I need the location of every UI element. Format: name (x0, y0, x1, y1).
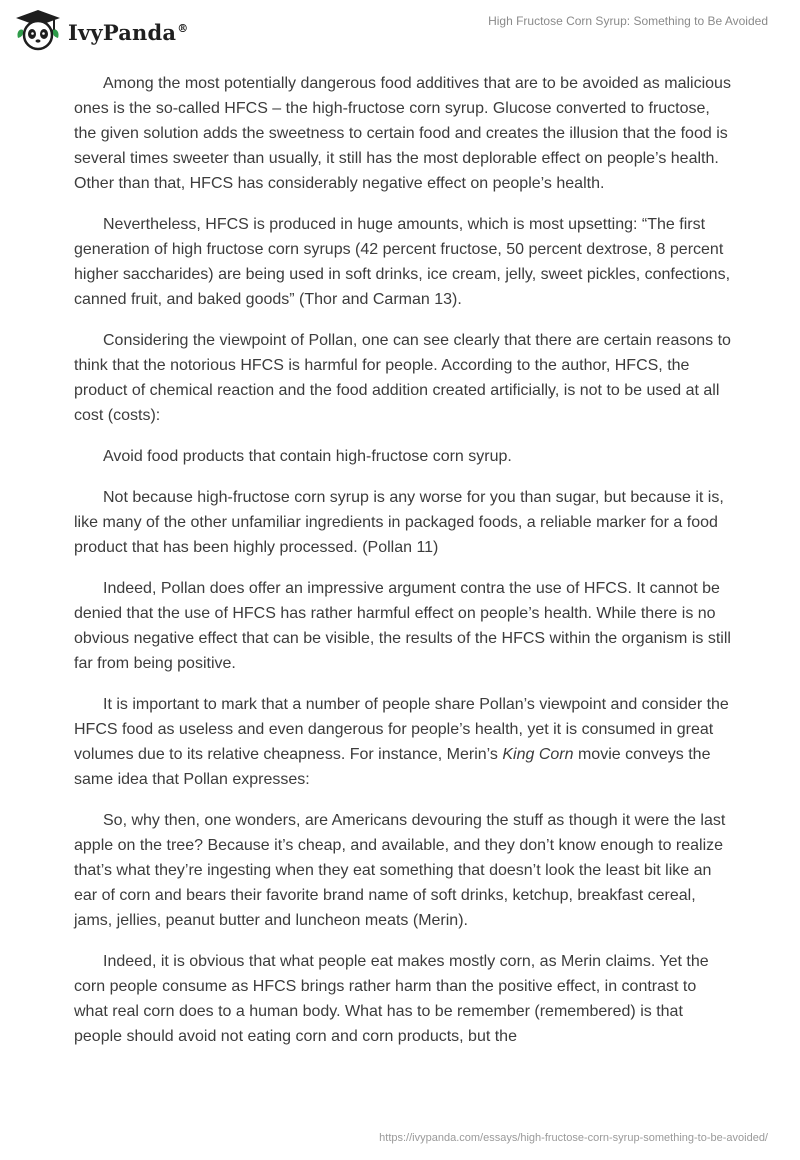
quote-paragraph: Not because high-fructose corn syrup is any worse for you than sugar, but because it is, like many of the other unfamiliar ingredients in packaged foods, a reliable marker for a food product that has been highly processed. (Pollan 11) (74, 489, 724, 556)
paragraph-text: movie conveys the same idea that Pollan expresses: (74, 746, 711, 788)
film-title: King Corn (502, 746, 574, 763)
document-title: High Fructose Corn Syrup: Something to Be Avoided (488, 14, 768, 28)
registered-mark: ® (177, 21, 189, 35)
source-url[interactable]: https://ivypanda.com/essays/high-fructose-corn-syrup-something-to-be-avoided/ (379, 1132, 768, 1144)
paragraph-text: It is important to mark that a number of people share Pollan’s viewpoint and consider the HFCS food as useless and even dangerous for people’s health, yet it is consumed in great volumes due to its relative cheapness. For instance, Merin’s (74, 696, 729, 763)
paragraph: Indeed, it is obvious that what people eat makes mostly corn, as Merin claims. Yet the corn people consume as HFCS brings rather harm than the positive effect, in contrast to what real corn does to a human body. What has to be remember (remembered) is that people should avoid not eating corn and corn products, but the (74, 953, 709, 1045)
brand-name-text: IvyPanda (68, 19, 177, 45)
paragraph: Nevertheless, HFCS is produced in huge amounts, which is most upsetting: “The first generation of high fructose corn syrups (42 percent fructose, 50 percent dextrose, 8 percent higher saccharides) are being used in soft drinks, ice cream, jelly, sweet pickles, confections, canned fruit, and baked goods” (Thor and Carman 13). (74, 216, 731, 308)
panda-graduate-icon (14, 8, 62, 52)
page-header (0, 0, 800, 60)
essay-body (74, 71, 734, 1065)
paragraph: Indeed, Pollan does offer an impressive argument contra the use of HFCS. It cannot be denied that the use of HFCS has rather harmful effect on people’s health. While there is no obvious negative effect that can be visible, the results of the HFCS within the organism is still far from being positive. (74, 580, 731, 672)
brand-logo[interactable] (14, 8, 188, 52)
paragraph (74, 692, 734, 792)
quote-paragraph: Avoid food products that contain high-fructose corn syrup. (103, 448, 512, 465)
brand-name (68, 20, 188, 45)
quote-paragraph: So, why then, one wonders, are Americans devouring the stuff as though it were the last apple on the tree? Because it’s cheap, and available, and they don’t know enough to realize that’s what they’re ingesting when they eat something that doesn’t look the least bit like an ear of corn and bears their favorite brand name of soft drinks, ketchup, breakfast cereal, jams, jellies, peanut butter and luncheon meats (Merin). (74, 812, 726, 929)
paragraph: Among the most potentially dangerous food additives that are to be avoided as malicious ones is the so-called HFCS – the high-fructose corn syrup. Glucose converted to fructose, the given solution adds the sweetness to certain food and creates the illusion that the food is several times sweeter than usually, it still has the most deplorable effect on people’s health. Other than that, HFCS has considerably negative effect on people’s health. (74, 75, 731, 192)
paragraph: Considering the viewpoint of Pollan, one can see clearly that there are certain reasons to think that the notorious HFCS is harmful for people. According to the author, HFCS, the product of chemical reaction and the food addition created artificially, is not to be used at all cost (costs): (74, 332, 731, 424)
